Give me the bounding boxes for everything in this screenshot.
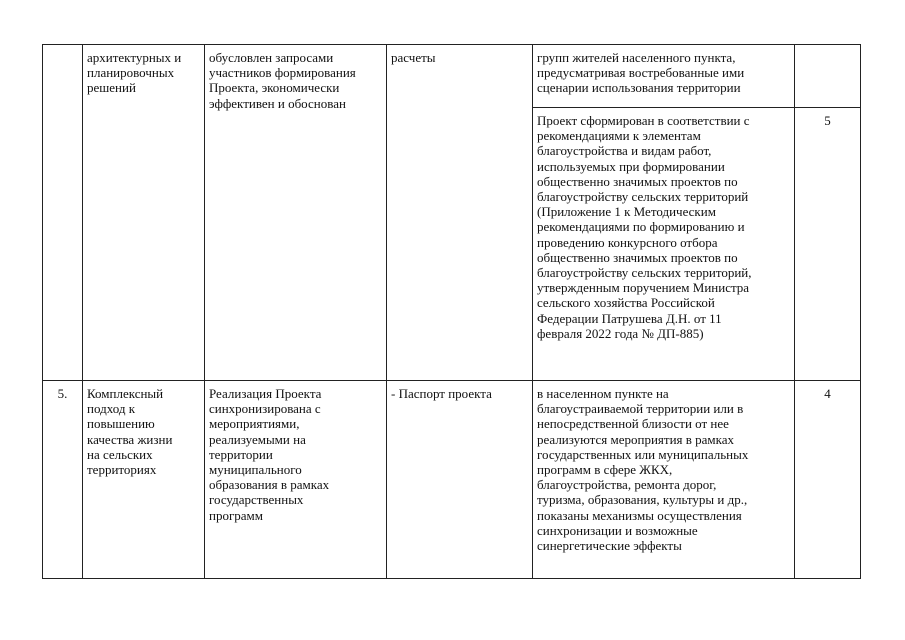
table-row bbox=[43, 45, 861, 108]
criterion-cell: Комплексный подход к повышению качества жизни на сельских территориях bbox=[83, 381, 205, 579]
description-cell: обусловлен запросами участников формирования Проекта, экономически эффективен и обоснован bbox=[205, 45, 387, 381]
row-number-cell bbox=[43, 45, 83, 381]
documents-cell: - Паспорт проекта bbox=[387, 381, 533, 579]
score-cell: 4 bbox=[795, 381, 861, 579]
description-cell: Реализация Проекта синхронизирована с мероприятиями, реализуемыми на территории муниципального образования в рамках государственных программ bbox=[205, 381, 387, 579]
row-number-cell bbox=[43, 381, 83, 579]
criterion-cell: архитектурных и планировочных решений bbox=[83, 45, 205, 381]
table-row bbox=[43, 381, 861, 579]
row-number: 5. bbox=[57, 386, 68, 401]
score-cell bbox=[795, 45, 861, 108]
score-cell: 5 bbox=[795, 108, 861, 381]
indicator-cell: в населенном пункте на благоустраиваемой территории или в непосредственной близости от нее реализуются мероприятия в рамках государственных или муниципальных программ в сфере ЖКХ, благоустройства, ремонта дорог, туризма, образования, культуры и др., показаны механизмы осуществления синхронизации и возможные синергетические эффекты bbox=[533, 381, 795, 579]
indicator-cell: групп жителей населенного пункта, предусматривая востребованные ими сценарии использования территории bbox=[533, 45, 795, 108]
documents-cell: расчеты bbox=[387, 45, 533, 381]
criteria-table bbox=[42, 44, 861, 579]
indicator-cell: Проект сформирован в соответствии с рекомендациями к элементам благоустройства и видам работ, используемых при формировании общественно значимых проектов по благоустройству сельских территорий (Приложение 1 к Методическим рекомендациями по формированию и проведению конкурсного отбора общественно значимых проектов по благоустройству сельских территорий, утвержденным поручением Министра сельского хозяйства Российской Федерации Патрушева Д.Н. от 11 февраля 2022 года № ДП-885) bbox=[533, 108, 795, 381]
